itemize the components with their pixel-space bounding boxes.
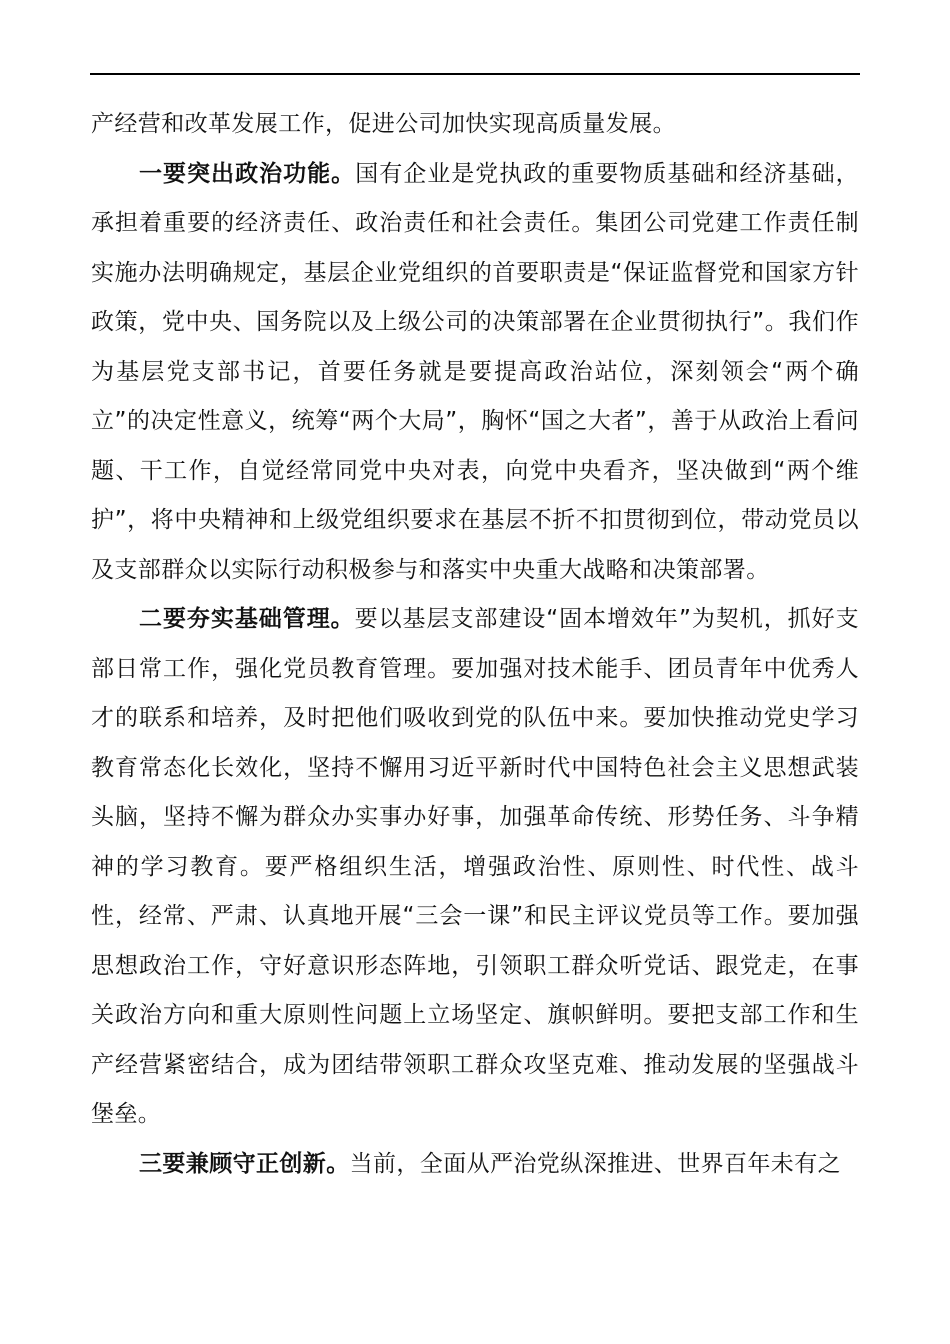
header-rule	[90, 73, 860, 75]
paragraph-heading: 一要突出政治功能。	[139, 160, 356, 187]
paragraph-innovation	[91, 1140, 859, 1190]
paragraph-continuation	[91, 100, 859, 150]
paragraph-text: 要以基层支部建设“固本增效年”为契机，抓好支部日常工作，强化党员教育管理。要加强对技术能手、团员青年中优秀人才的联系和培养，及时把他们吸收到党的队伍中来。要加快推动党史学习教育常态化长效化，坚持不懈用习近平新时代中国特色社会主义思想武装头脑，坚持不懈为群众办实事办好事，加强革命传统、形势任务、斗争精神的学习教育。要严格组织生活，增强政治性、原则性、时代性、战斗性，经常、严肃、认真地开展“三会一课”和民主评议党员等工作。要加强思想政治工作，守好意识形态阵地，引领职工群众听党话、跟党走，在事关政治方向和重大原则性问题上立场坚定、旗帜鲜明。要把支部工作和生产经营紧密结合，成为团结带领职工群众攻坚克难、推动发展的坚强战斗堡垒。	[91, 606, 859, 1127]
paragraph-text: 国有企业是党执政的重要物质基础和经济基础，承担着重要的经济责任、政治责任和社会责任。集团公司党建工作责任制实施办法明确规定，基层企业党组织的首要职责是“保证监督党和国家方针政策，党中央、国务院以及上级公司的决策部署在企业贯彻执行”。我们作为基层党支部书记，首要任务就是要提高政治站位，深刻领会“两个确立”的决定性意义，统筹“两个大局”，胸怀“国之大者”，善于从政治上看问题、干工作，自觉经常同党中央对表，向党中央看齐，坚决做到“两个维护”，将中央精神和上级党组织要求在基层不折不扣贯彻到位，带动党员以及支部群众以实际行动积极参与和落实中央重大战略和决策部署。	[91, 160, 859, 583]
body-text	[91, 100, 859, 1189]
paragraph-political-function	[91, 150, 859, 596]
paragraph-heading: 二要夯实基础管理。	[139, 606, 355, 632]
paragraph-heading: 三要兼顾守正创新。	[139, 1150, 350, 1177]
paragraph-text: 产经营和改革发展工作，促进公司加快实现高质量发展。	[91, 111, 676, 137]
paragraph-basic-management	[91, 595, 859, 1140]
paragraph-text: 当前，全面从严治党纵深推进、世界百年未有之	[349, 1150, 842, 1177]
